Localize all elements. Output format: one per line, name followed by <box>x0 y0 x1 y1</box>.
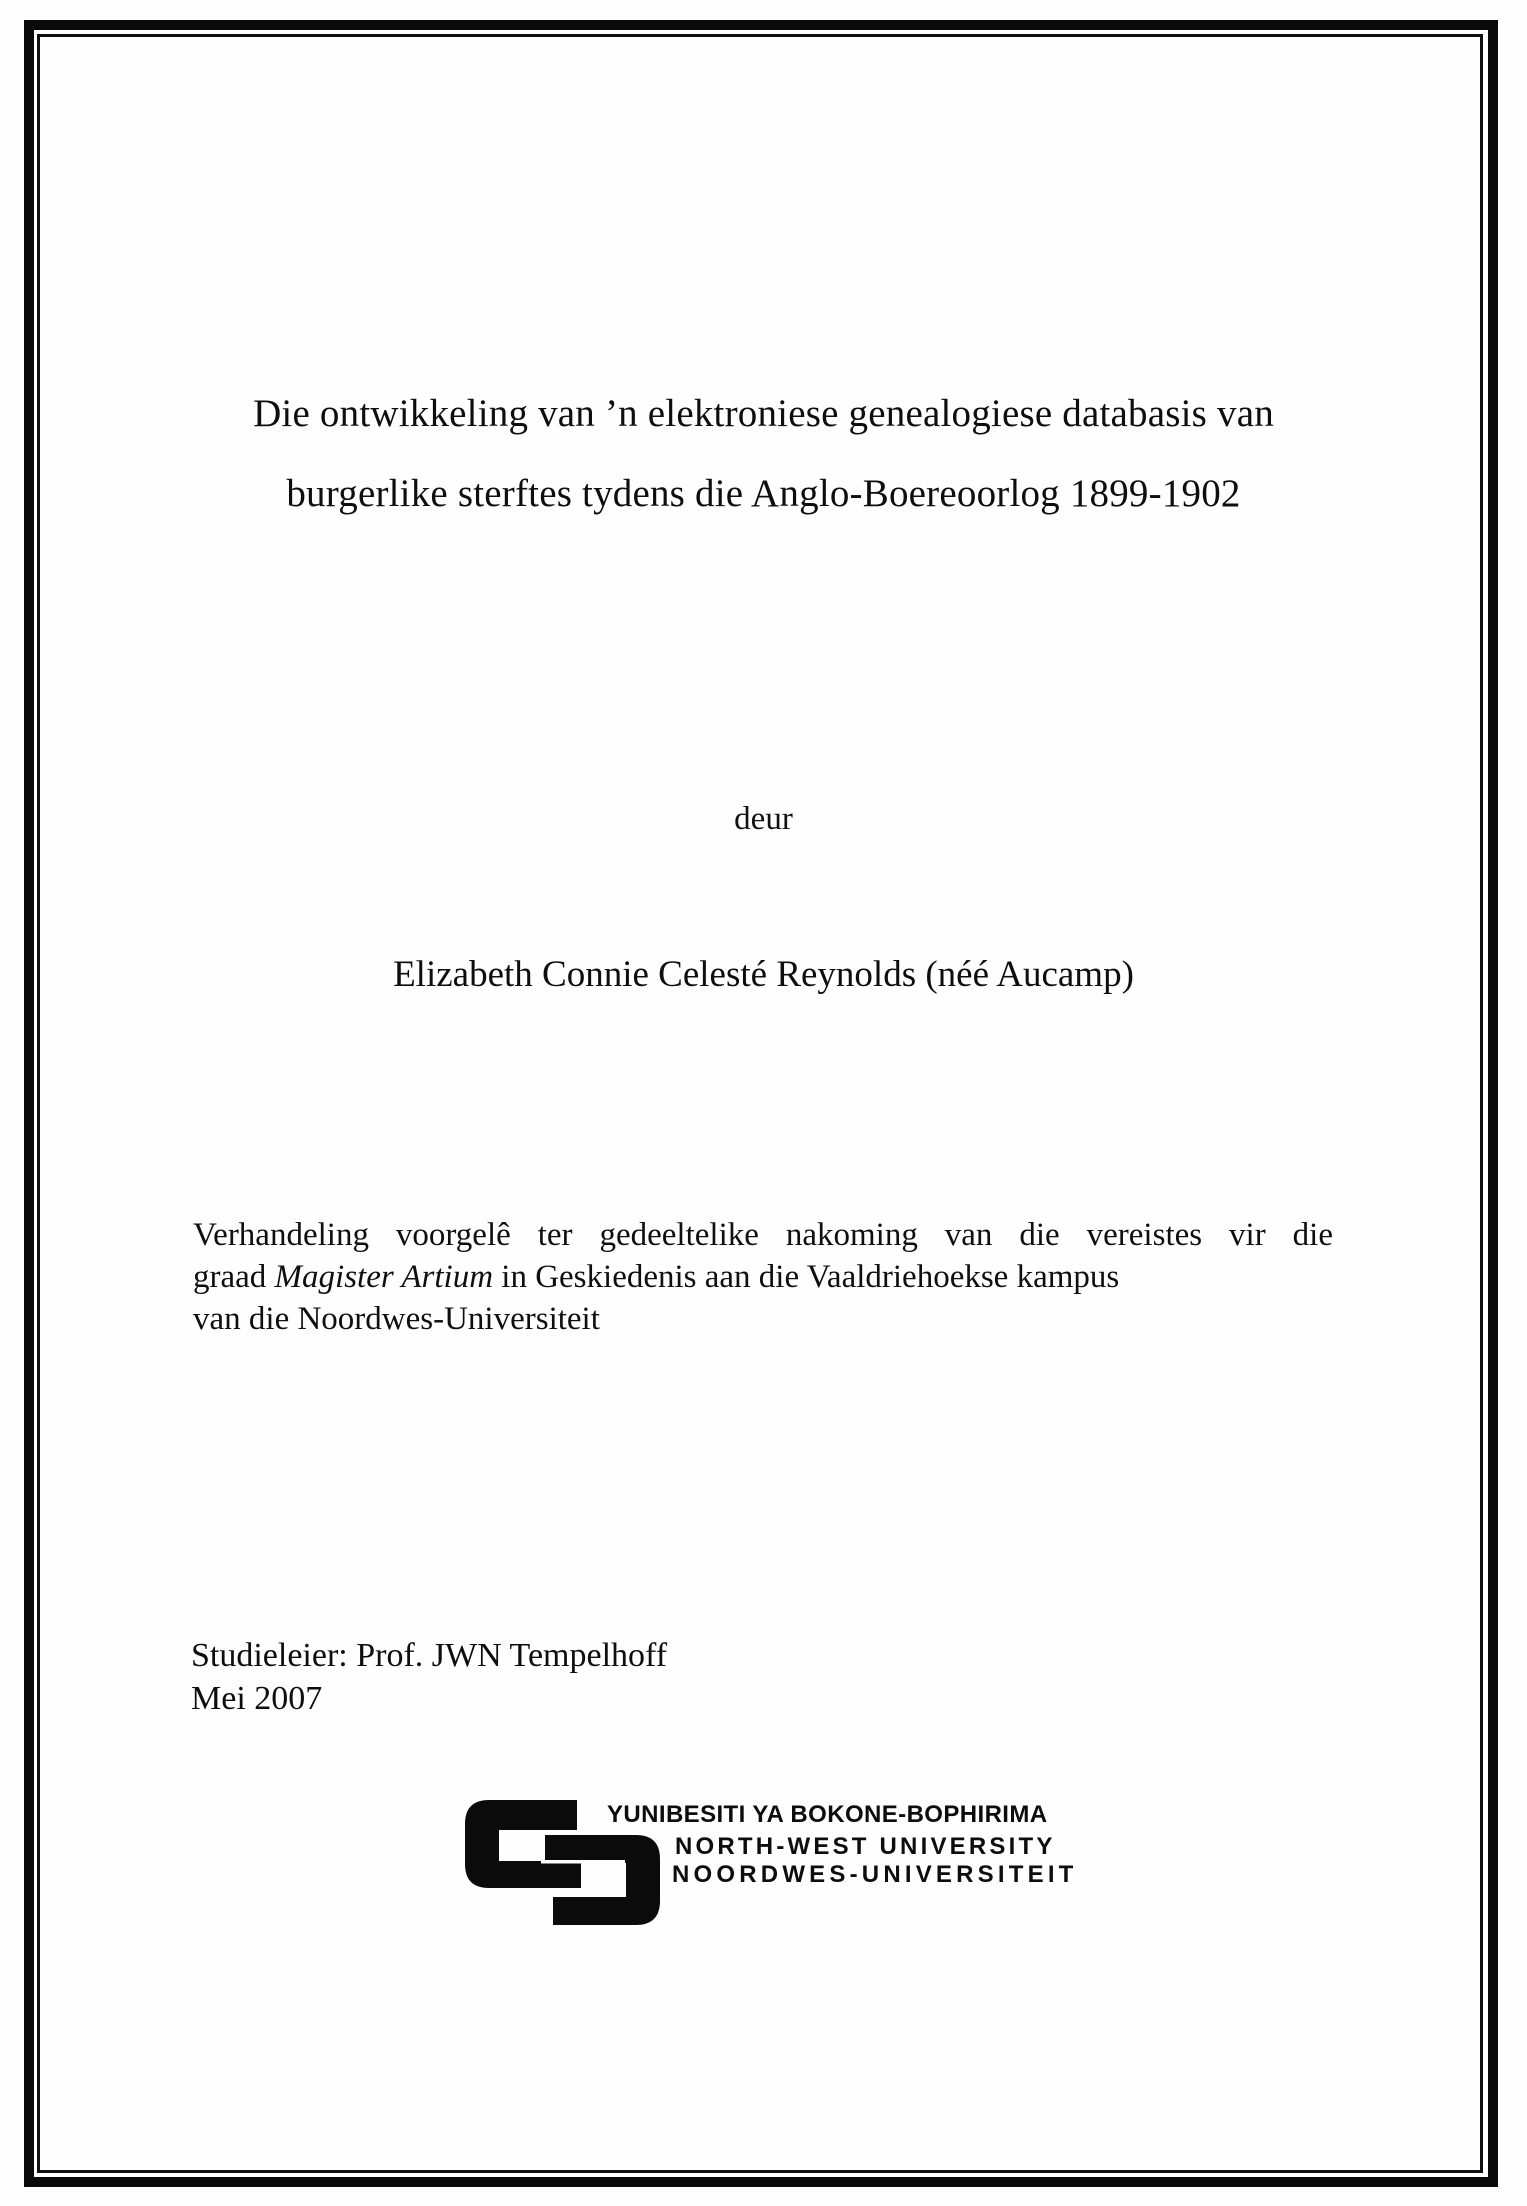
title-line-1: Die ontwikkeling van ’n elektroniese genealogiese databasis van <box>253 392 1274 435</box>
author-name: Elizabeth Connie Celesté Reynolds (néé Aucamp) <box>393 954 1134 995</box>
title-line-2: burgerlike sterftes tydens die Anglo-Boereoorlog 1899-1902 <box>286 472 1241 515</box>
logo-text-line-2: NORTH-WEST UNIVERSITY <box>675 1833 1056 1860</box>
supervisor-line: Studieleier: Prof. JWN Tempelhoff <box>191 1637 668 1674</box>
description-line-2 <box>193 1256 1333 1298</box>
thesis-description <box>193 1214 1333 1340</box>
logo-text-line-3: NOORDWES-UNIVERSITEIT <box>672 1861 1078 1888</box>
description-line-3: van die Noordwes-Universiteit <box>193 1301 600 1337</box>
university-logo <box>465 1798 1125 1933</box>
byline-preposition: deur <box>734 801 793 837</box>
logo-text-line-1: YUNIBESITI YA BOKONE-BOPHIRIMA <box>607 1801 1048 1828</box>
thesis-title <box>110 374 1417 534</box>
date-line: Mei 2007 <box>191 1680 323 1717</box>
description-line-2-end: in Geskiedenis aan die Vaaldriehoekse kampus <box>493 1259 1120 1295</box>
description-line-1: Verhandeling voorgelê ter gedeeltelike nakoming van die vereistes vir die <box>193 1217 1333 1253</box>
degree-name-italic: Magister Artium <box>274 1259 494 1295</box>
description-line-2-start: graad <box>193 1259 275 1295</box>
footer-block <box>191 1634 667 1720</box>
